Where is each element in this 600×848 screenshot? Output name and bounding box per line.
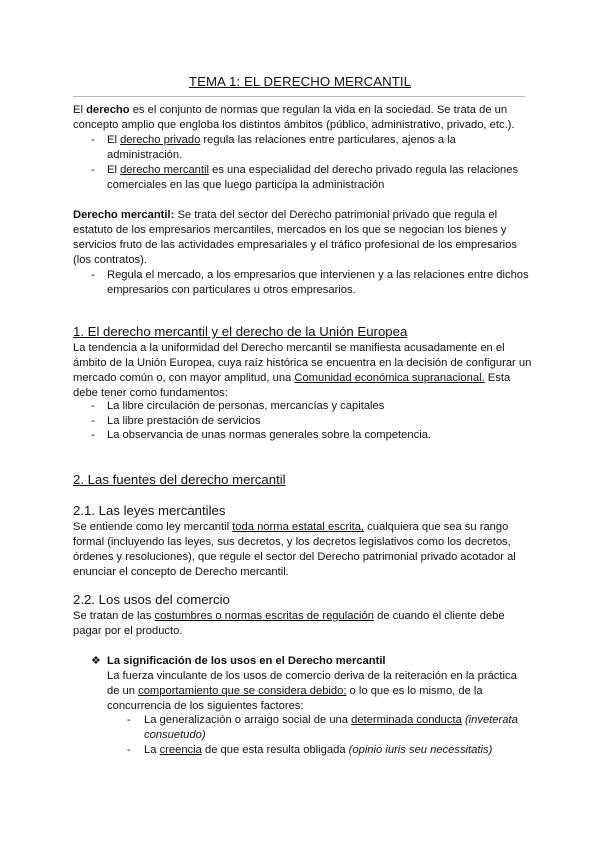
page-title: TEMA 1: EL DERECHO MERCANTIL bbox=[188, 74, 412, 89]
diamond-bullet-icon: ❖ bbox=[91, 655, 101, 667]
definition-line-4: (los contratos). bbox=[73, 254, 147, 266]
section-2-heading: 2. Las fuentes del derecho mercantil bbox=[73, 472, 286, 487]
title-divider bbox=[73, 96, 525, 97]
bullet-dash: - bbox=[127, 714, 131, 726]
bullet-dash: - bbox=[127, 744, 131, 756]
section-1-heading: 1. El derecho mercantil y el derecho de la Unión Europea bbox=[73, 324, 408, 339]
section-2-1-line-1: Se entiende como ley mercantil toda norma estatal escrita, cualquiera que sea su rango bbox=[73, 521, 509, 533]
bullet-dash: - bbox=[91, 400, 95, 412]
intro-bullet-1: El derecho privado regula las relaciones entre particulares, ajenos a la bbox=[107, 134, 456, 146]
bullet-dash: - bbox=[91, 134, 95, 146]
subsection-heading: La significación de los usos en el Derecho mercantil bbox=[107, 655, 386, 667]
definition-line-3: servicios fruto de las actividades empresariales y el tráfico profesional de los empresarios bbox=[73, 239, 517, 251]
subsection-bullet-2: La creencia de que esta resulta obligada (opinio iuris seu necessitatis) bbox=[144, 744, 493, 756]
definition-bullet-1-cont: empresarios con particulares u otros empresarios. bbox=[107, 284, 356, 296]
subsection-line-2: de un comportamiento que se considera debido; o lo que es lo mismo, de la bbox=[107, 685, 483, 697]
subsection-bullet-1-cont: consuetudo) bbox=[144, 729, 206, 741]
section-1-line-3: mercado común o, con mayor amplitud, una Comunidad económica supranacional. Esta bbox=[73, 372, 511, 384]
intro-bullet-1-cont: administración. bbox=[107, 149, 183, 161]
intro-bullet-2: El derecho mercantil es una especialidad del derecho privado regula las relaciones bbox=[107, 164, 519, 176]
intro-line-1: El derecho es el conjunto de normas que regulan la vida en la sociedad. Se trata de un bbox=[73, 104, 508, 116]
section-1-line-4: debe tener como fundamentos: bbox=[73, 387, 228, 399]
section-2-1-line-3: órdenes y resoluciones), que regule el sector del Derecho patrimonial privado acotador al bbox=[73, 551, 516, 563]
section-1-bullet-2: La libre prestación de servicios bbox=[107, 415, 261, 427]
section-1-bullet-3: La observancia de unas normas generales sobre la competencia. bbox=[107, 429, 432, 441]
section-1-line-1: La tendencia a la uniformidad del Derecho mercantil se manifiesta acusadamente en el bbox=[73, 342, 505, 354]
section-2-1-line-4: enunciar el concepto de Derecho mercantil. bbox=[73, 566, 289, 578]
bullet-dash: - bbox=[91, 164, 95, 176]
section-2-2-heading: 2.2. Los usos del comercio bbox=[73, 592, 230, 607]
definition-line-1: Derecho mercantil: Se trata del sector del Derecho patrimonial privado que regula el bbox=[73, 209, 498, 221]
intro-line-2: concepto amplio que engloba los distintos ámbitos (público, administrativo, privado, etc.). bbox=[73, 119, 515, 131]
section-2-2-line-1: Se tratan de las costumbres o normas escritas de regulación de cuando el cliente debe bbox=[73, 610, 505, 622]
definition-bullet-1: Regula el mercado, a los empresarios que intervienen y a las relaciones entre dichos bbox=[107, 269, 529, 281]
bullet-dash: - bbox=[91, 269, 95, 281]
section-2-1-line-2: formal (incluyendo las leyes, sus decretos, y los decretos legislativos como los decretos, bbox=[73, 536, 511, 548]
subsection-bullet-1: La generalización o arraigo social de una determinada conducta (inveterata bbox=[144, 714, 518, 726]
bullet-dash: - bbox=[91, 429, 95, 441]
section-2-1-heading: 2.1. Las leyes mercantiles bbox=[73, 503, 226, 518]
intro-bullet-2-cont: comerciales en las que luego participa la administración bbox=[107, 179, 385, 191]
section-1-line-2: ámbito de la Unión Europea, cuya raíz histórica se encuentra en la decisión de configurar un bbox=[73, 357, 532, 369]
bullet-dash: - bbox=[91, 415, 95, 427]
definition-line-2: estatuto de los empresarios mercantiles, mercados en los que se negocian los bienes y bbox=[73, 224, 507, 236]
section-2-2-line-2: pagar por el producto. bbox=[73, 625, 183, 637]
subsection-line-1: La fuerza vinculante de los usos de comercio deriva de la reiteración en la práctica bbox=[107, 670, 517, 682]
section-1-bullet-1: La libre circulación de personas, mercancías y capitales bbox=[107, 400, 385, 412]
subsection-line-3: concurrencia de los siguientes factores: bbox=[107, 700, 304, 712]
